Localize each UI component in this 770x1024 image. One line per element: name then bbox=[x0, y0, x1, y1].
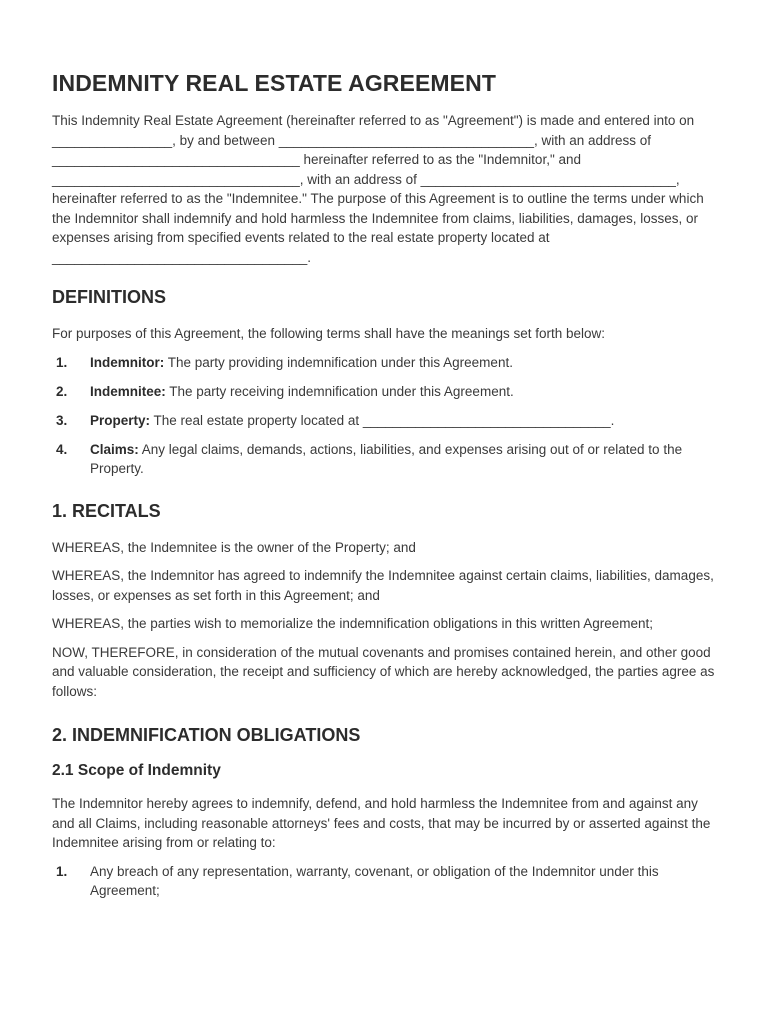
definition-term: Property: bbox=[90, 412, 151, 428]
recital-paragraph: WHEREAS, the Indemnitee is the owner of the Property; and bbox=[52, 539, 416, 555]
scope-list bbox=[52, 862, 717, 901]
intro-paragraph: This Indemnity Real Estate Agreement (hereinafter referred to as "Agreement") is made and entered into on ________________, by and between __________________________________, with an address of _________________________________ hereinafter referred to as the "Indemnitor," and _________________________________, with an address of __________________________________, hereinafter referred to as the "Indemnitee." The purpose of this Agreement is to outline the terms under which the Indemnitor shall indemnify and hold harmless the Indemnitee from claims, liabilities, damages, losses, or expenses arising from specified events related to the real estate property located at __________________________________. bbox=[52, 113, 704, 265]
definition-item bbox=[52, 382, 717, 402]
definition-term: Indemnitor: bbox=[90, 354, 165, 370]
definition-text: The party providing indemnification under this Agreement. bbox=[164, 354, 513, 370]
scope-item bbox=[52, 862, 717, 901]
scope-subheading: 2.1 Scope of Indemnity bbox=[52, 762, 221, 779]
definition-item bbox=[52, 440, 717, 479]
list-number: 3. bbox=[56, 412, 68, 428]
recital-paragraph: WHEREAS, the Indemnitor has agreed to indemnify the Indemnitee against certain claims, liabilities, damages, losses, or expenses as set forth in this Agreement; and bbox=[52, 568, 714, 603]
document-title: INDEMNITY REAL ESTATE AGREEMENT bbox=[52, 70, 496, 96]
list-number: 4. bbox=[56, 441, 68, 457]
obligations-heading: 2. INDEMNIFICATION OBLIGATIONS bbox=[52, 725, 361, 745]
list-number: 2. bbox=[56, 383, 68, 399]
definition-item bbox=[52, 353, 717, 373]
list-number: 1. bbox=[56, 354, 68, 370]
scope-lead: The Indemnitor hereby agrees to indemnify, defend, and hold harmless the Indemnitee from and against any and all Claims, including reasonable attorneys' fees and costs, that may be incurred by or asserted against the Indemnitee arising from or relating to: bbox=[52, 796, 711, 850]
definition-term: Claims: bbox=[90, 441, 139, 457]
scope-item-text: Any breach of any representation, warranty, covenant, or obligation of the Indemnitor under this Agreement; bbox=[90, 863, 659, 898]
definition-item bbox=[52, 411, 717, 431]
document-page bbox=[52, 70, 717, 923]
definition-text: The party receiving indemnification under this Agreement. bbox=[165, 383, 514, 399]
definition-text: Any legal claims, demands, actions, liabilities, and expenses arising out of or related to the Property. bbox=[90, 441, 683, 476]
definition-text: The real estate property located at _________________________________. bbox=[150, 412, 615, 428]
recitals-heading: 1. RECITALS bbox=[52, 500, 161, 521]
list-number: 1. bbox=[56, 863, 68, 879]
recital-paragraph: NOW, THEREFORE, in consideration of the mutual covenants and promises contained herein, and other good and valuable consideration, the receipt and sufficiency of which are hereby acknowledged, the parties agree as follows: bbox=[52, 644, 715, 699]
definition-term: Indemnitee: bbox=[90, 383, 166, 399]
recital-paragraph: WHEREAS, the parties wish to memorialize the indemnification obligations in this written Agreement; bbox=[52, 616, 654, 631]
definitions-list bbox=[52, 353, 717, 479]
definitions-heading: DEFINITIONS bbox=[52, 287, 167, 307]
definitions-lead: For purposes of this Agreement, the following terms shall have the meanings set forth below: bbox=[52, 326, 606, 341]
